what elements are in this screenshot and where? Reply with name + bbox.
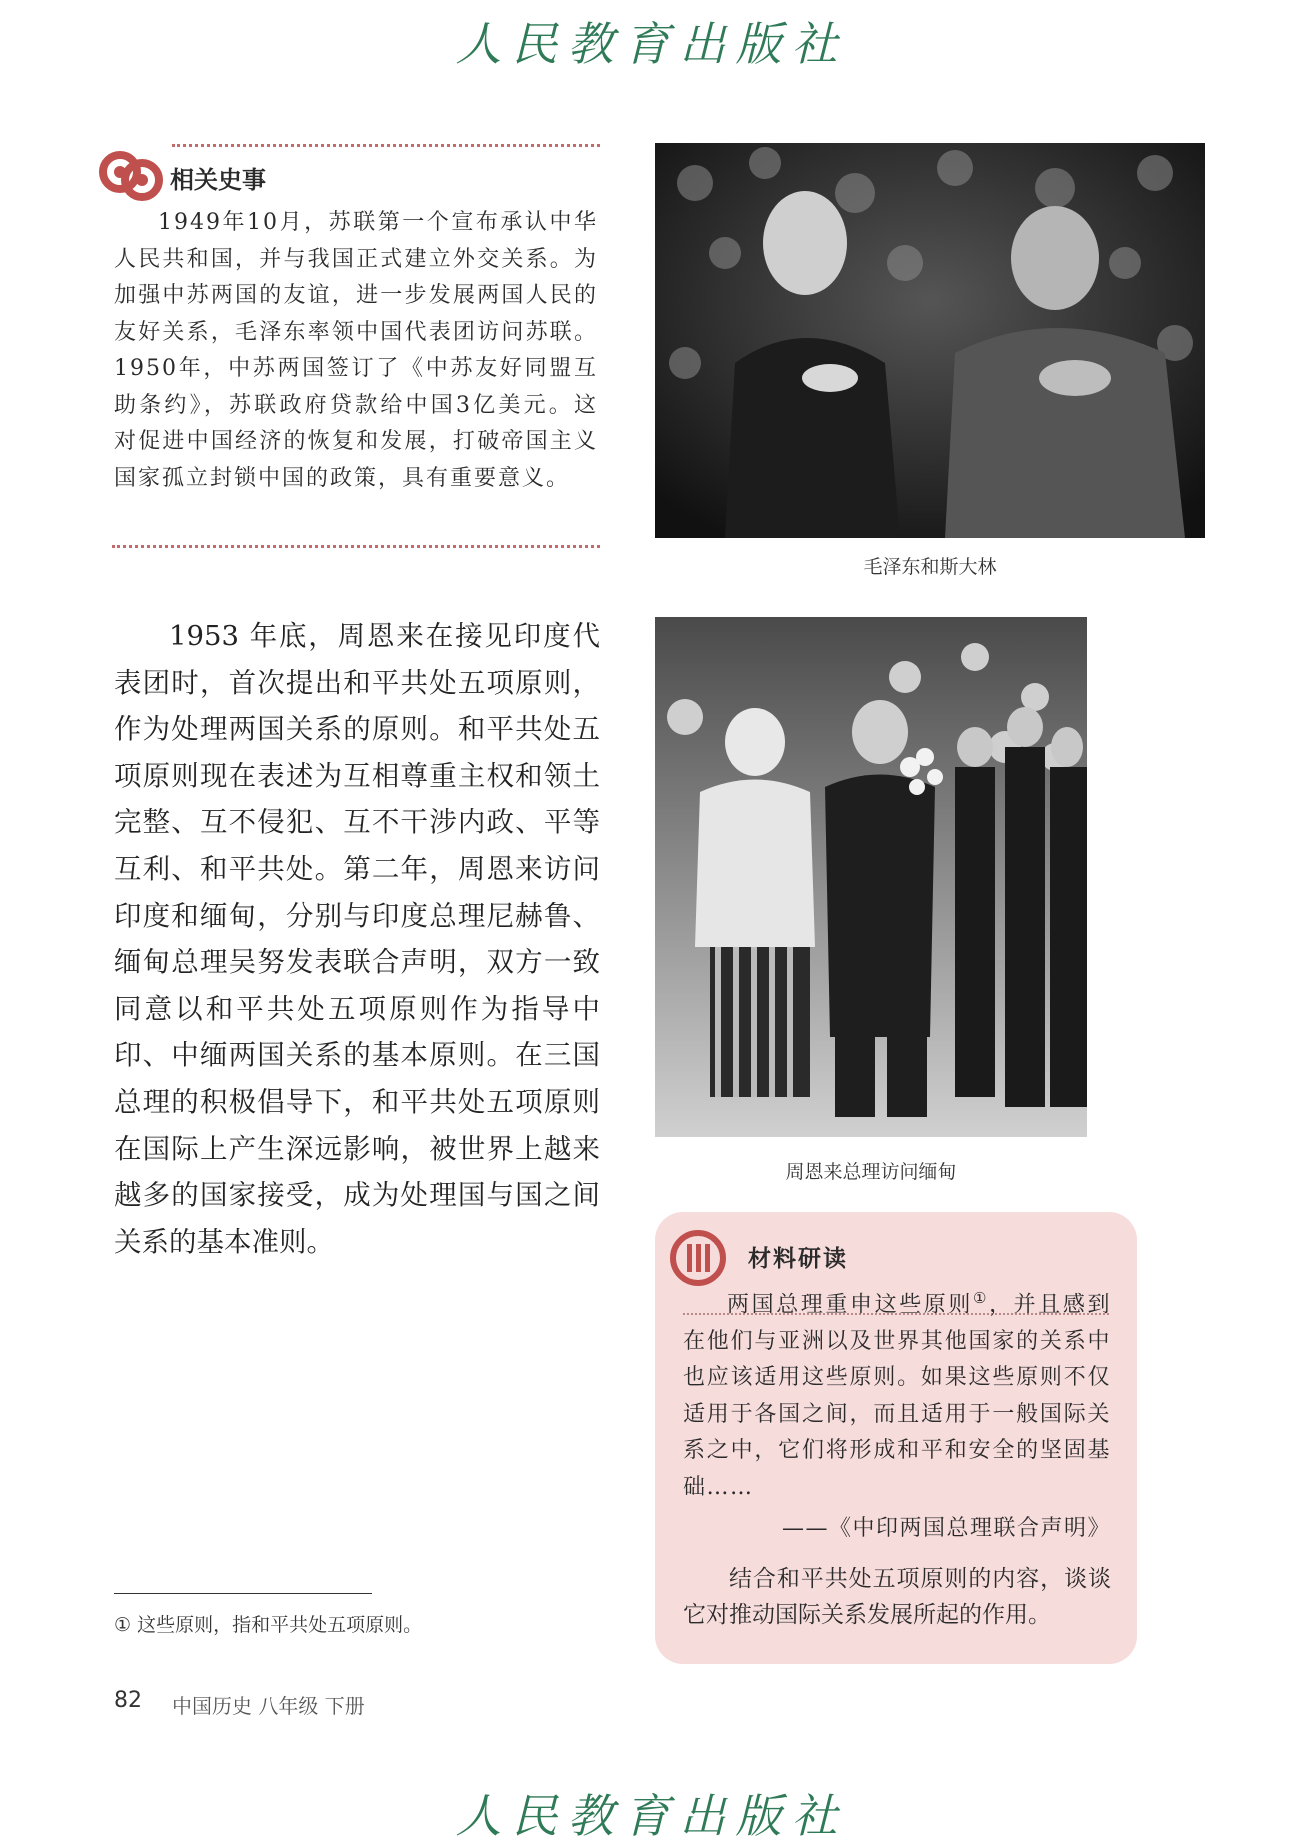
quote-text-end: ，并且感到在他们与亚洲以及世界其他国家的关系中也应该适用这些原则。如果这些原则不仅适用于各国之间，而且适用于一般国际关系之中，它们将形成和平和安全的坚固基础…… [683, 1292, 1111, 1500]
photo-mao-stalin [655, 143, 1205, 538]
material-quote [683, 1280, 1111, 1506]
book-title: 中国历史 八年级 下册 [172, 1694, 365, 1718]
photo-zhou-enlai-burma [655, 617, 1087, 1137]
sidebar-body: 1949年10月，苏联第一个宣布承认中华人民共和国，并与我国正式建立外交关系。为加强中苏两国的友谊，进一步发展两国人民的友好关系，毛泽东率领中国代表团访问苏联。1950年，中苏两国签订了《中苏友好同盟互助条约》，苏联政府贷款给中国3亿美元。这对促进中国经济的恢复和发展，打破帝国主义国家孤立封锁中国的政策，具有重要意义。 [114, 210, 598, 491]
footnote-rule [114, 1593, 372, 1594]
sidebar-bottom-divider [112, 545, 600, 548]
material-reading-title: 材料研读 [748, 1246, 848, 1272]
footnote-text: ① 这些原则，指和平共处五项原则。 [114, 1614, 423, 1636]
material-reading-icon [668, 1228, 728, 1288]
page-number: 82 [114, 1688, 142, 1713]
publisher-header: 人民教育出版社 [455, 17, 848, 71]
discussion-question: 结合和平共处五项原则的内容，谈谈它对推动国际关系发展所起的作用。 [683, 1566, 1111, 1628]
sidebar-title: 相关史事 [170, 166, 266, 194]
footnote-marker: ① [973, 1289, 990, 1307]
publisher-footer: 人民教育出版社 [455, 1789, 848, 1843]
main-paragraph: 1953 年底，周恩来在接见印度代表团时，首次提出和平共处五项原则，作为处理两国关系的原则。和平共处五项原则现在表述为互相尊重主权和领土完整、互不侵犯、互不干涉内政、平等互利、和平共处。第二年，周恩来访问印度和缅甸，分别与印度总理尼赫鲁、缅甸总理吴努发表联合声明，双方一致同意以和平共处五项原则作为指导中印、中缅两国关系的基本原则。在三国总理的积极倡导下，和平共处五项原则在国际上产生深远影响，被世界上越来越多的国家接受，成为处理国与国之间关系的基本准则。 [114, 620, 600, 1258]
related-history-icon [98, 142, 164, 208]
sidebar-top-divider [172, 144, 600, 147]
photo-caption-2: 周恩来总理访问缅甸 [785, 1161, 957, 1183]
photo-caption-1: 毛泽东和斯大林 [863, 556, 997, 578]
quote-source: ——《中印两国总理联合声明》 [781, 1516, 1111, 1541]
quote-text-start: 两国总理重申这些原则 [727, 1292, 974, 1318]
